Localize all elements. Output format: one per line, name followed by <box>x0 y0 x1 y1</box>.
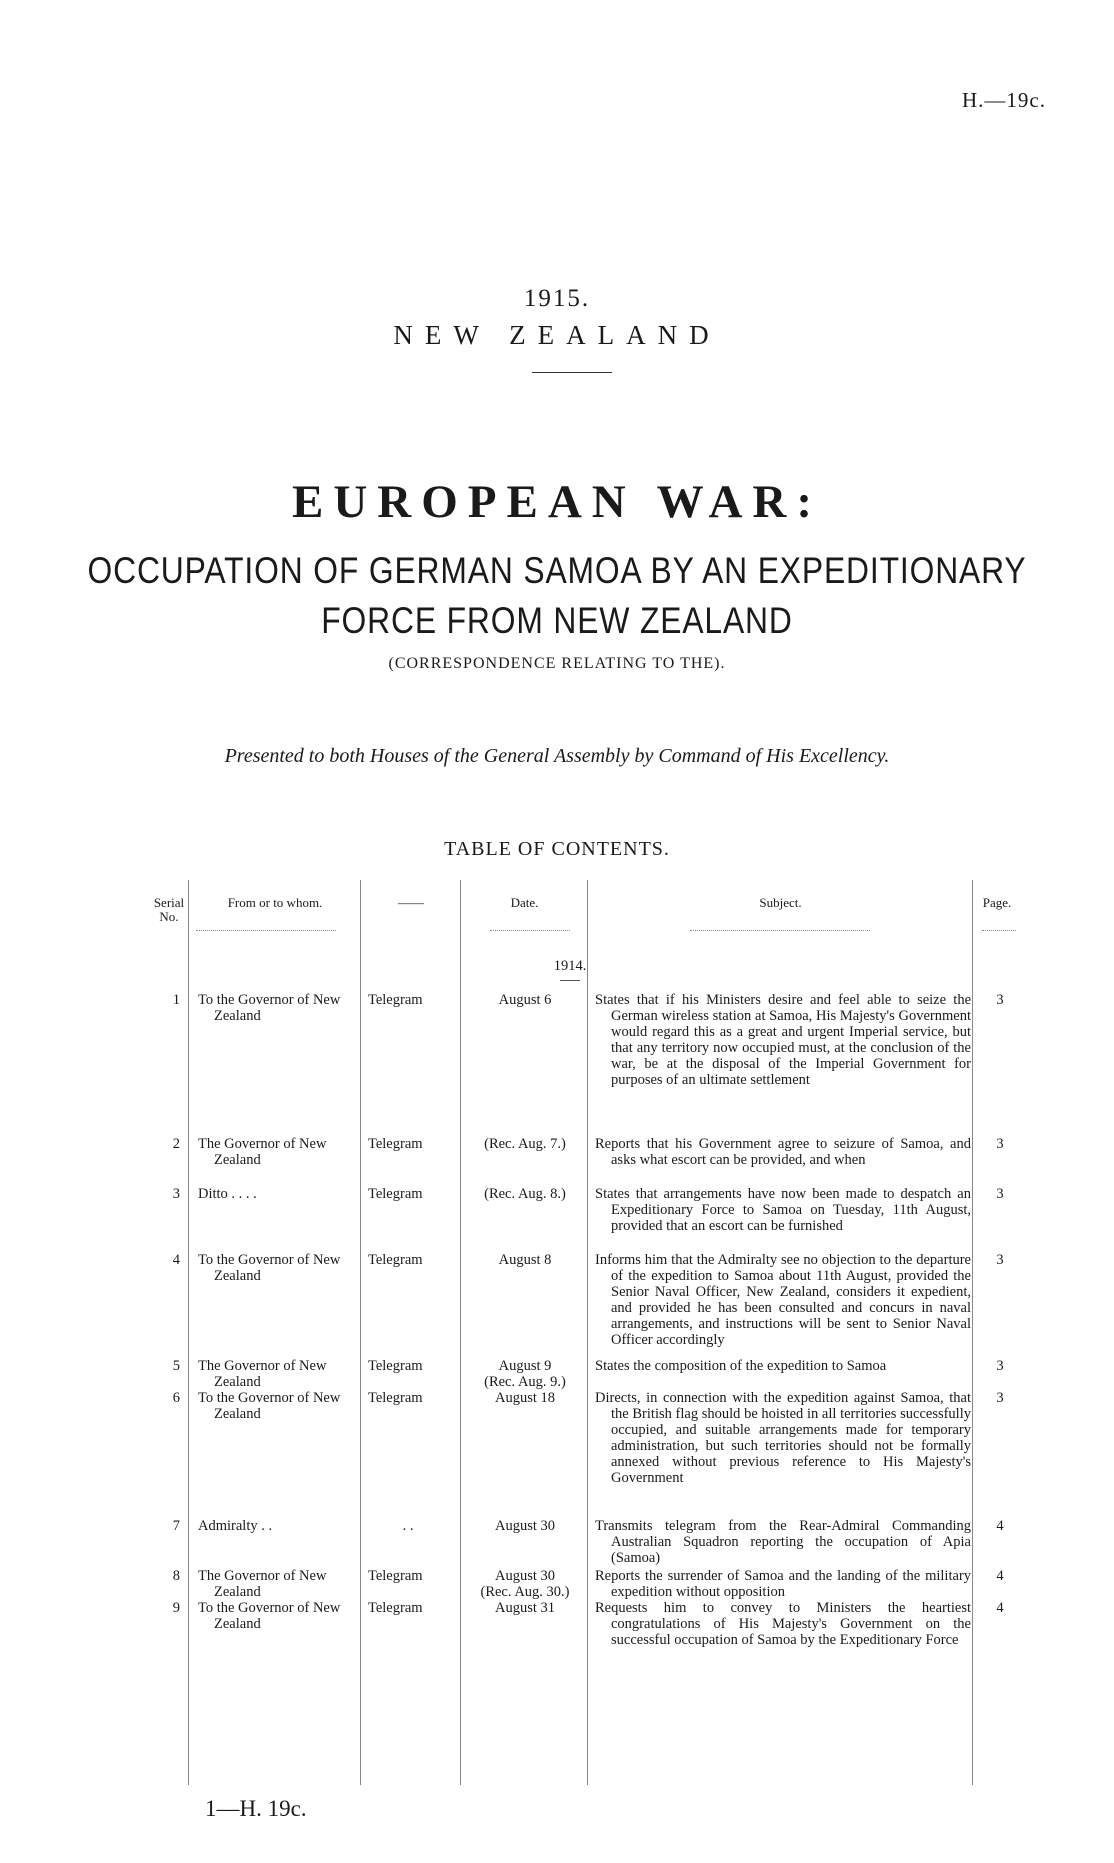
row-date-received: (Rec. Aug. 30.) <box>480 1584 570 1600</box>
header-form: —— <box>398 895 424 910</box>
row-from: The Governor of New Zealand <box>198 1136 327 1168</box>
row-serial: 3 <box>172 1186 180 1202</box>
subtitle-line-2: FORCE FROM NEW ZEALAND <box>321 600 793 641</box>
header-from: From or to whom. <box>227 895 323 910</box>
row-subject: States that arrangements have now been made to despatch an Expeditionary Force to Samoa on Tuesday, 11th August, provided that an escort can be furnished <box>595 1186 971 1234</box>
row-form: Telegram <box>368 1186 423 1202</box>
header-rule <box>196 930 336 931</box>
row-page: 3 <box>996 992 1004 1008</box>
row-form: Telegram <box>368 1136 423 1152</box>
row-date: August 30 <box>494 1518 556 1534</box>
row-page: 4 <box>996 1568 1004 1584</box>
row-page: 4 <box>996 1600 1004 1616</box>
row-from: Ditto . . . . <box>198 1186 257 1202</box>
row-serial: 6 <box>172 1390 180 1406</box>
row-subject: Reports the surrender of Samoa and the landing of the military expedition without opposition <box>595 1568 971 1600</box>
row-serial: 5 <box>172 1358 180 1374</box>
row-subject: Reports that his Government agree to seizure of Samoa, and asks what escort can be provided, and when <box>595 1136 971 1168</box>
row-form: Telegram <box>368 1358 423 1374</box>
row-serial: 9 <box>172 1600 180 1616</box>
row-from: To the Governor of New Zealand <box>198 1252 341 1284</box>
parenthetical: (CORRESPONDENCE RELATING TO THE). <box>388 655 726 672</box>
row-form: . . <box>402 1518 414 1534</box>
row-date: August 8 <box>498 1252 552 1268</box>
column-divider <box>460 880 461 1785</box>
toc-title: TABLE OF CONTENTS. <box>444 838 670 860</box>
row-date: August 9 <box>498 1358 552 1374</box>
row-subject: States that if his Ministers desire and feel able to seize the German wireless station at Samoa, His Majesty's Government would regard this as a great and urgent Imperial service, but that any territory now occupied must, at the conclusion of the war, be at the disposal of the Imperial Government for purposes of an ultimate settlement <box>595 992 971 1088</box>
row-date: August 30 <box>494 1568 556 1584</box>
main-title: EUROPEAN WAR: <box>292 476 822 528</box>
header-rule <box>490 930 570 931</box>
header-subject: Subject. <box>759 895 802 910</box>
row-page: 3 <box>996 1358 1004 1374</box>
row-page: 3 <box>996 1252 1004 1268</box>
row-serial: 4 <box>172 1252 180 1268</box>
row-form: Telegram <box>368 992 423 1008</box>
row-from: The Governor of New Zealand <box>198 1358 327 1390</box>
row-serial: 8 <box>172 1568 180 1584</box>
presented-line: Presented to both Houses of the General Assembly by Command of His Excellency. <box>224 745 890 767</box>
column-divider <box>587 880 588 1785</box>
row-form: Telegram <box>368 1252 423 1268</box>
page-footer: 1—H. 19c. <box>205 1796 307 1821</box>
header-page: Page. <box>982 895 1012 910</box>
row-form: Telegram <box>368 1600 423 1616</box>
row-page: 3 <box>996 1186 1004 1202</box>
row-date-received: (Rec. Aug. 9.) <box>484 1374 566 1390</box>
row-from: The Governor of New Zealand <box>198 1568 327 1600</box>
row-subject: Informs him that the Admiralty see no objection to the departure of the expedition to Samoa about 11th August, provided the Senior Naval Officer, New Zealand, considers it expedient, and provided he has been consulted and concurs in naval arrangements, and instructions will be sent to Senior Naval Officer accordingly <box>595 1252 971 1348</box>
divider <box>532 372 612 373</box>
row-from: To the Governor of New Zealand <box>198 1390 341 1422</box>
row-page: 4 <box>996 1518 1004 1534</box>
row-date: (Rec. Aug. 7.) <box>484 1136 566 1152</box>
row-serial: 2 <box>172 1136 180 1152</box>
year: 1915. <box>523 285 591 312</box>
country: NEW ZEALAND <box>393 320 721 350</box>
row-date: August 18 <box>494 1390 556 1406</box>
row-date: August 31 <box>494 1600 556 1616</box>
row-form: Telegram <box>368 1390 423 1406</box>
row-from: To the Governor of New Zealand <box>198 1600 341 1632</box>
table-year: 1914. <box>553 958 587 974</box>
document-number: H.—19c. <box>962 88 1046 112</box>
row-subject: States the composition of the expedition to Samoa <box>595 1358 887 1374</box>
row-from: Admiralty . . <box>198 1518 273 1534</box>
contents-table <box>150 880 1020 1790</box>
row-date: (Rec. Aug. 8.) <box>484 1186 566 1202</box>
row-serial: 7 <box>172 1518 180 1534</box>
year-rule <box>560 980 580 981</box>
header-rule <box>982 930 1016 931</box>
row-page: 3 <box>996 1390 1004 1406</box>
row-page: 3 <box>996 1136 1004 1152</box>
row-form: Telegram <box>368 1568 423 1584</box>
row-subject: Directs, in connection with the expedition against Samoa, that the British flag should be hoisted in all territories successfully occupied, and suitable arrangements made for temporary administration, but such territories should not be formally annexed without previous reference to His Majesty's Government <box>595 1390 971 1486</box>
header-serial: Serial No. <box>153 895 185 924</box>
row-from: To the Governor of New Zealand <box>198 992 341 1024</box>
column-divider <box>188 880 189 1785</box>
subtitle-line-1: OCCUPATION OF GERMAN SAMOA BY AN EXPEDITIONARY <box>87 550 1027 591</box>
column-divider <box>972 880 973 1785</box>
row-date: August 6 <box>498 992 552 1008</box>
header-rule <box>690 930 870 931</box>
row-serial: 1 <box>172 992 180 1008</box>
row-subject: Requests him to convey to Ministers the heartiest congratulations of His Majesty's Government on the successful occupation of Samoa by the Expeditionary Force <box>595 1600 971 1648</box>
header-date: Date. <box>510 895 539 910</box>
row-subject: Transmits telegram from the Rear-Admiral Commanding Australian Squadron reporting the occupation of Apia (Samoa) <box>595 1518 971 1566</box>
